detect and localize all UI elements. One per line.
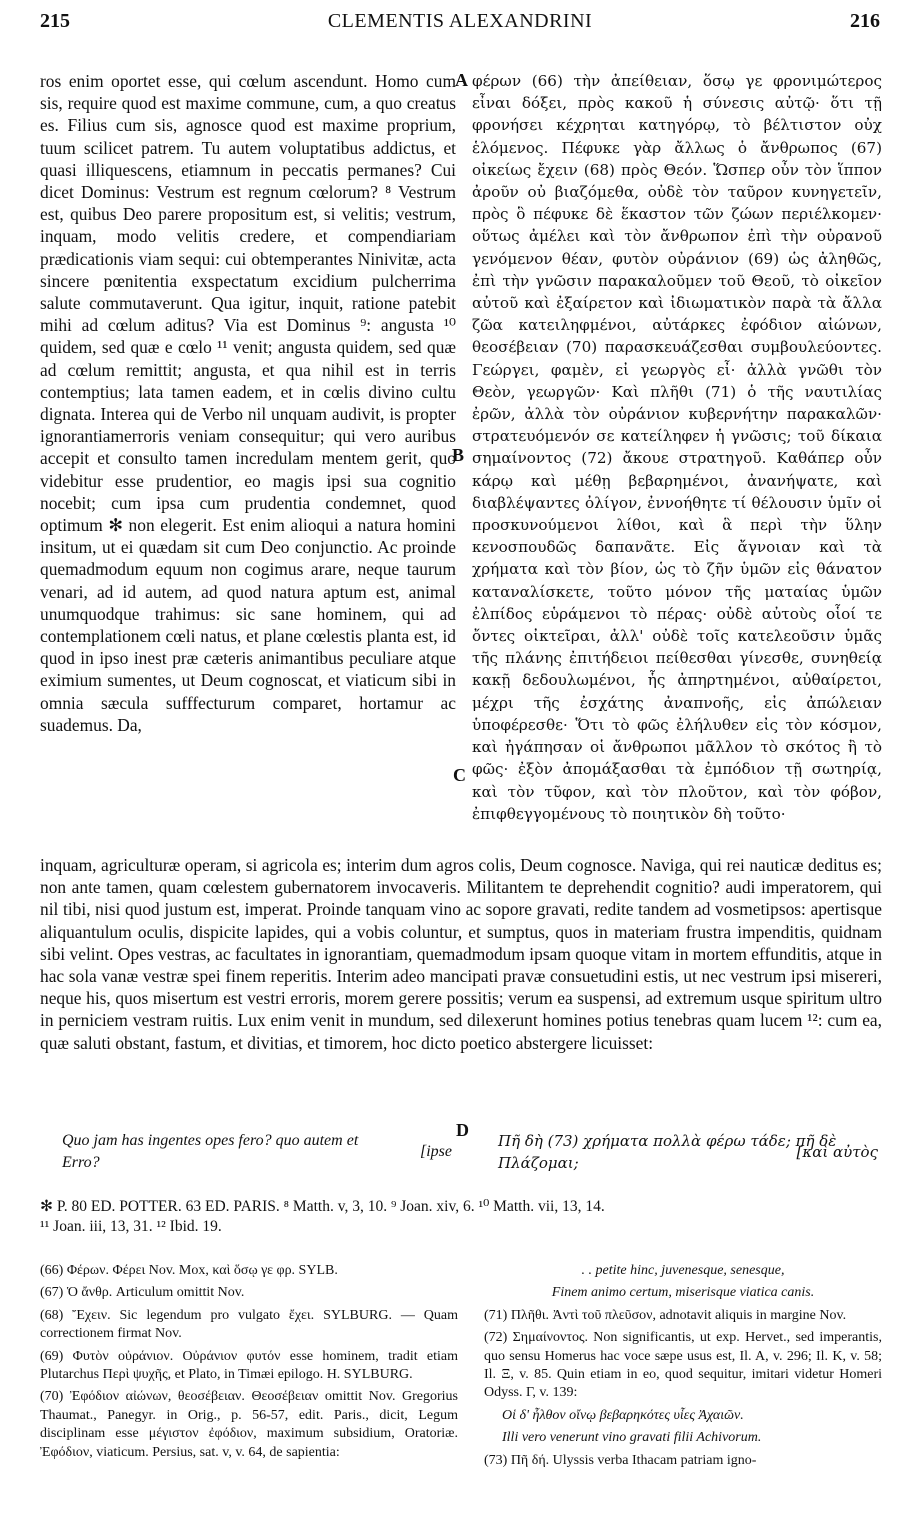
footnotes-right (484, 1262, 882, 1474)
reference-line-1: ✻ P. 80 ED. POTTER. 63 ED. PARIS. ⁸ Matth. v, 3, 10. ⁹ Joan. xiv, 6. ¹⁰ Matth. vii, 13, 14. (40, 1198, 605, 1215)
scripture-references (40, 1197, 882, 1237)
homer-quote-latin: Illi vero venerunt vino gravati filii Achivorum. (502, 1430, 762, 1446)
greek-column: φέρων (66) τὴν ἀπείθειαν, ὅσῳ γε φρονιμώτερος εἶναι δόξει, πρὸς κακοῦ ἡ σύνεσις αὐτῷ· ὅτι τῇ φρονήσει κέχρηται κατηγόρῳ, τὸ βέλτιστον οὐχ ἑλόμενος. Πέφυκε γὰρ ἄλλως ὁ ἄνθρωπος (67) οἰκείως ἔχειν (68) πρὸς Θεόν. Ὥσπερ οὖν τὸν ἵππον ἀροῦν οὐ βιαζόμεθα, οὐδὲ τὸν ταῦρον κυνηγετεῖν, πρὸς ὃ πέφυκε δὲ ἕκαστον τῶν ζώων περιέλκομεν· οὕτως ἀμέλει καὶ τὸν ἄνθρωπον ἐπὶ τὴν οὐρανοῦ γενόμενον θέαν, φυτὸν οὐράνιον (69) ὡς ἀληθῶς, ἐπὶ τὴν γνῶσιν παρακαλοῦμεν τοῦ Θεοῦ, τὸ οἰκεῖον αὐτοῦ καὶ ἐξαίρετον καὶ ἰδιωματικὸν παρὰ τὰ ἄλλα ζῶα κατειληφμένοι, αὐτάρκες ἐφόδιον αἰώνων, θεοσέβειαν (70) παρασκευάζεσθαι συμβουλεύοντες. Γεώργει, φαμὲν, εἰ γεωργὸς εἶ· ἀλλὰ γνῶθι τὸν Θεὸν, γεωργῶν· Καὶ πλῆθι (71) ὁ τῆς ναυτιλίας ἐρῶν, ἀλλὰ τὸν οὐράνιον κυβερνήτην παρακαλῶν· στρατευόμενόν σε κατείληφεν ἡ γνῶσις; τοῦ δίκαια σημαίνοντος (72) ἄκουε στρατηγοῦ. Καθάπερ οὖν κάρῳ καὶ μέθῃ βεβαρημένοι, ἀνανήψατε, καὶ διαβλέψαντες ὀλίγον, ἐννοήθητε τί θέλουσιν ὑμῖν οἱ προσκυνούμενοι λίθοι, καὶ ἃ περὶ τὴν ὕλην κενοσπουδῶς δαπανᾶτε. Εἰς ἄγνοιαν καὶ τὰ χρήματα καὶ τὸν βίον, ὡς τὸ ζῆν ὑμῶν εἰς θάνατον καταναλίσκετε, τοῦτο μόνον τῆς ματαίας ὑμῶν ἐλπίδος εὑράμενοι τὸ πέρας· οὐδὲ αὐτοὺς οἷοί τε ὄντες οἰκτεῖραι, ἀλλ' οὐδὲ τοῖς κατελεοῦσιν ὑμᾶς τῆς πλάνης ἐπιτήδειοι πείθεσθαι γίνεσθε, συνηθείᾳ κακῇ δεδουλωμένοι, ἧς ἀπηρτημένοι, αὐθαίρετοι, μέχρι τῆς ἐσχάτης ἀναπνοῆς, εἰς ἀπώλειαν ὑποφέρεσθε· Ὅτι τὸ φῶς ἐλήλυθεν εἰς τὸν κόσμον, καὶ ἠγάπησαν οἱ ἄνθρωποι μᾶλλον τὸ σκότος ἢ τὸ φῶς· ἐξὸν ἀπομάξασθαι τὰ ἐμπόδιον τῇ σωτηρίᾳ, καὶ τὸν τῦφον, καὶ τὸν πλοῦτον, καὶ τὸν φόβον, ἐπιφθεγγομένους τὸ ποιητικὸν δὴ τοῦτο· (472, 72, 882, 823)
footnote-66: (66) Φέρων. Φέρει Nov. Mox, καὶ ὅσῳ γε φρ. SYLB. (40, 1263, 338, 1278)
latin-verse-continuation: [ipse (420, 1143, 452, 1160)
marginal-letter-b: B (452, 445, 465, 465)
footnote-69: (69) Φυτὸν οὐράνιον. Οὐράνιον φυτόν esse hominem, tradit etiam Plutarchus Περὶ ψυχῆς, et Plato, in Timæi epilogo. H. SYLBURG. (40, 1348, 458, 1383)
latin-verse (62, 1130, 462, 1174)
page-number-right: 216 (850, 10, 880, 32)
latin-column: ros enim oportet esse, qui cœlum ascendunt. Homo cum sis, require quod est maxime commune, cum, a quo creatus es. Filius cum sis, agnosce quod est maxime proprium, tuum scilicet patrem. Tu autem voluptatibus addictus, et quasi illiquescens, etiamnum in peccatis permanes? Cui dicet Dominus: Vestrum est regnum cœlorum? ⁸ Vestrum est, quibus Deo parere propositum est, si velitis; vestrum, inquam, modo velitis credere, et compendiariam prædicationis viam sequi: cui obtemperantes Ninivitæ, acta sincere pœnitentia exspectatum excidium pulcherrima salute commutaverunt. Qua igitur, inquit, ratione patebit mihi ad cœlum aditus? Via est Dominus ⁹: angusta ¹⁰ quidem, sed quæ e cœlo ¹¹ venit; angusta quidem, sed quæ ad cœlum remittit; angusta, et qua nihil est in terris contemptius; lata tamen eadem, et in cœlis divino cultu dignata. Interea qui de Verbo nil unquam audivit, is propter ignorantiamerroris veniam consequitur; qui vero auribus accepit et consulto tamen incredulam mentem gerit, quo videbitur esse prudentior, eo magis ipsi sua cognitio nocebit; cum ipsa cum prudentia condemnet, quod optimum ✻ non elegerit. Est enim alioqui a natura homini insitum, ut ei quædam sit cum Deo conjunctio. Ac proinde quemadmodum equum non cogimus arare, neque taurum venari, ad id autem, ad quod natura aptum est, animal unumquodque trahimus: sic sane hominem, qui ad contemplationem cœli natus, et plane cœlestis planta est, id quod in ipso inest præ cæteris animantibus peculiare atque eximium sumentes, ut Deum cognoscat, et viaticum sibi in omnia sæcula sufffecturum comparet, hortamur ac suademus. Da, (40, 71, 456, 735)
quoted-verse-1: . . petite hinc, juvenesque, senesque, (581, 1263, 785, 1278)
reference-line-2: ¹¹ Joan. iii, 13, 31. ¹² Ibid. 19. (40, 1218, 222, 1235)
latin-verse-line-2: Erro? (62, 1154, 100, 1171)
homer-quote-greek: Οἱ δ' ἦλθον οἴνῳ βεβαρηκότες υἷες Ἀχαιῶν. (502, 1407, 744, 1423)
footnote-67: (67) Ὁ ἄνθρ. Articulum omittit Nov. (40, 1285, 245, 1301)
footnote-68: (68) Ἔχειν. Sic legendum pro vulgato ἔχει. SYLBURG. — Quam correctionem firmat Nov. (40, 1307, 458, 1342)
footnote-71: (71) Πλῆθι. Ἀντὶ τοῦ πλεῦσον, adnotavit aliquis in margine Nov. (484, 1307, 847, 1323)
marginal-letter-c: C (453, 765, 466, 785)
latin-verse-line-1: Quo jam has ingentes opes fero? quo autem et (62, 1132, 359, 1149)
latin-continuation: inquam, agriculturæ operam, si agricola es; interim dum agros colis, Deum cognosce. Naviga, qui rei nauticæ deditus es; non ante tamen, quam cœlestem gubernatorem invocaveris. Militantem te deprehendit cognitio? audi imperatorem, qui nil tibi, nisi quod justum est, imperat. Proinde tanquam vino ac sopore gravati, redite tandem ad vosmetipsos: apertisque aliquantulum oculis, dispicite lapides, qui a vobis coluntur, et sumptus, quos in materiam frustra impenditis, quidnam sibi velint. Opes vestras, ac facultates in ignorantiam, quemadmodum ipsam quoque vitam in mortem effunditis, atque in hac sola vanæ vestræ spei finem reperitis. Interim adeo mancipati pravæ consuetudini estis, ut nec vestrum ipsi misereri, neque his, quos misertum est vestri erroris, morem gerere possitis; verum ea suspensi, ad extremum usque spiritum ultro in perniciem vestram ruitis. Lux enim venit in mundum, sed dilexerunt homines potius tenebras quam lucem ¹²: cum ea, quæ saluti obstant, fastum, et divitias, et timorem, hoc dicto poetico abstergere licuisset: (40, 855, 882, 1053)
footnotes-left (40, 1262, 458, 1466)
greek-verse (498, 1130, 888, 1174)
greek-verse-line-1: Πῆ δὴ (73) χρήματα πολλὰ φέρω τάδε; πῆ δὲ (498, 1132, 837, 1150)
greek-verse-continuation: [καὶ αὐτὸς (796, 1143, 878, 1161)
greek-verse-line-2: Πλάζομαι; (498, 1154, 579, 1172)
marginal-letter-a: A (455, 70, 468, 90)
footnote-73: (73) Πῆ δή. Ulyssis verba Ithacam patriam igno- (484, 1452, 757, 1468)
page-header (40, 10, 880, 50)
marginal-letter-d: D (456, 1120, 469, 1140)
footnote-70: (70) Ἐφόδιον αἰώνων, θεοσέβειαν. Θεοσέβειαν omittit Nov. Gregorius Thaumat., Panegyr. in Orig., p. 56-57, edit. Paris., dicit, Legum disciplinam esse μέγιστον ἐφόδιον, maximum subsidium, Oratoriæ. Ἐφόδιον, viaticum. Persius, sat. v, v. 64, de sapientia: (40, 1389, 458, 1460)
quoted-verse-2: Finem animo certum, miserisque viatica canis. (551, 1285, 815, 1301)
page-number-left: 215 (40, 10, 70, 32)
running-title: CLEMENTIS ALEXANDRINI (327, 10, 593, 32)
footnote-72: (72) Σημαίνοντος. Non significantis, ut exp. Hervet., sed imperantis, quo sensu Homerus hac voce sæpe usus est, Il. A, v. 296; Il. K, v. 58; Il. Ξ, v. 85. Quin etiam in eo, quod sequitur, imitari videtur Homeri Odyss. Γ, v. 139: (484, 1330, 882, 1401)
